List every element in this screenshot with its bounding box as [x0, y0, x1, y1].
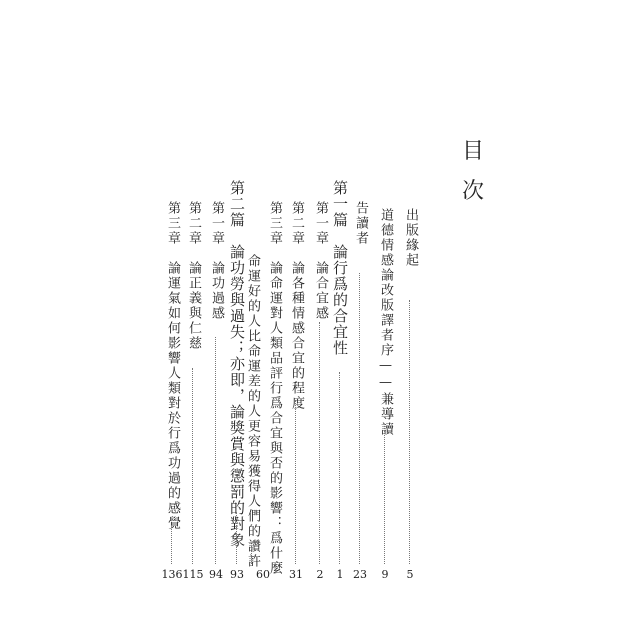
toc-leader: [359, 273, 360, 564]
toc-leader: [339, 372, 340, 564]
toc-entry-label: 第二章 論各種情感合宜的程度: [289, 201, 304, 411]
toc-entry-page: 9: [381, 568, 389, 581]
toc-entry-page: 2: [316, 568, 324, 581]
toc-entry-page: 136: [161, 568, 183, 581]
toc-entry-label: 道德情感論改版譯者序——兼導讀: [378, 208, 393, 437]
toc-leader: [171, 525, 172, 564]
toc-entry-page: 23: [353, 568, 367, 581]
toc-leader: [215, 337, 216, 564]
toc-entry-label: 第二章 論正義與仁慈: [186, 201, 201, 351]
toc-entry-page: 5: [406, 568, 414, 581]
toc-entry-label: 第二篇 論功勞與過失；亦即，論獎賞與懲罰的對象: [228, 180, 246, 548]
toc-heading-char-2: 次: [461, 179, 484, 204]
toc-leader: [192, 368, 193, 564]
toc-entry-page: 94: [209, 568, 223, 581]
toc-leader: [384, 430, 385, 564]
toc-entry-label: 第一章 論功過感: [209, 201, 224, 321]
toc-entry-label: 第一篇 論行爲的合宜性: [331, 180, 349, 356]
toc-entry-page: 31: [289, 568, 303, 581]
toc-leader: [319, 322, 320, 564]
toc-entry-page: 93: [230, 568, 244, 581]
toc-leader: [409, 300, 410, 564]
toc-heading: [458, 132, 488, 212]
toc-entry-label: 告讀者: [353, 201, 368, 246]
toc-leader: [295, 400, 296, 564]
toc-leader: [251, 546, 252, 564]
toc-leader: [236, 512, 237, 564]
toc-entry-label: 第三章 論命運對人類品評行爲合宜與否的影響：爲什麼: [267, 201, 282, 576]
toc-entry-label-line2: 命運好的人比命運差的人更容易獲得人們的讚許: [245, 254, 260, 569]
toc-entry-page: 115: [182, 568, 204, 581]
toc-entry-label: 第三章 論運氣如何影響人類對於行爲功過的感覺: [165, 201, 180, 531]
toc-entry-label: 出版緣起: [403, 208, 418, 268]
toc-entry-page: 1: [336, 568, 344, 581]
toc-heading-char-1: 目: [461, 139, 484, 164]
toc-entry-page: 60: [256, 568, 270, 581]
toc-entry-label: 第一章 論合宜感: [313, 201, 328, 321]
